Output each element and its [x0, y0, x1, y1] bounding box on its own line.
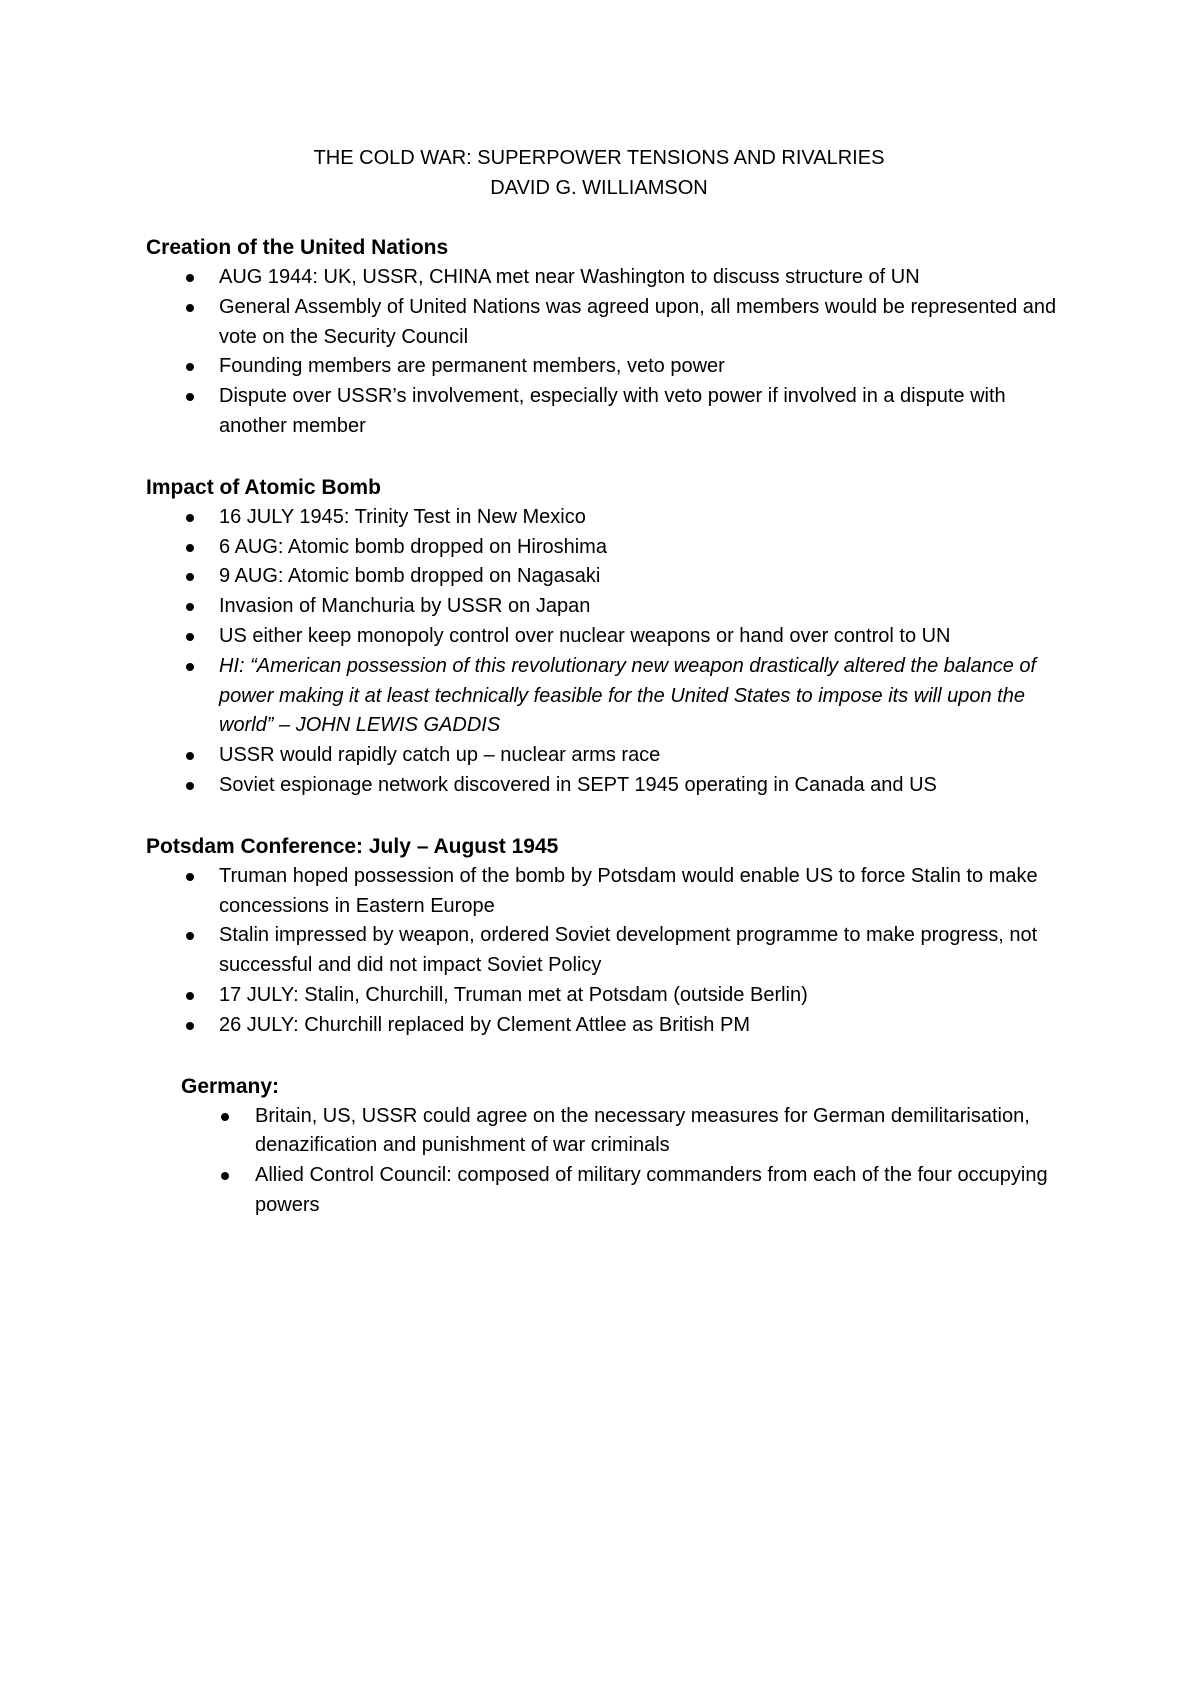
- section-heading-united-nations: Creation of the United Nations: [146, 236, 449, 259]
- list-item: Britain, US, USSR could agree on the necessary measures for German demilitarisation, denazification and punishment of war criminals: [146, 1102, 1066, 1162]
- section-heading-potsdam: Potsdam Conference: July – August 1945: [146, 834, 559, 858]
- bullet-list-potsdam: [146, 862, 1066, 1041]
- bullet-list-united-nations: [146, 263, 1066, 442]
- list-item: Soviet espionage network discovered in SEPT 1945 operating in Canada and US: [146, 771, 1066, 801]
- title-block: [132, 143, 1066, 203]
- list-item: Dispute over USSR’s involvement, especially with veto power if involved in a dispute with another member: [146, 382, 1066, 442]
- document-author: DAVID G. WILLIAMSON: [490, 177, 708, 199]
- document-title: THE COLD WAR: SUPERPOWER TENSIONS AND RIVALRIES: [313, 147, 885, 169]
- document-body: [146, 143, 1066, 1221]
- list-item: Invasion of Manchuria by USSR on Japan: [146, 592, 1066, 622]
- list-item: Founding members are permanent members, veto power: [146, 352, 1066, 382]
- list-item: US either keep monopoly control over nuclear weapons or hand over control to UN: [146, 622, 1066, 652]
- list-item: AUG 1944: UK, USSR, CHINA met near Washington to discuss structure of UN: [146, 263, 1066, 293]
- list-item: 6 AUG: Atomic bomb dropped on Hiroshima: [146, 533, 1066, 563]
- list-item: 17 JULY: Stalin, Churchill, Truman met at Potsdam (outside Berlin): [146, 981, 1066, 1011]
- list-item: 26 JULY: Churchill replaced by Clement Attlee as British PM: [146, 1011, 1066, 1041]
- list-item: Allied Control Council: composed of military commanders from each of the four occupying powers: [146, 1161, 1066, 1221]
- section-heading-germany: Germany:: [181, 1074, 280, 1098]
- section-heading-atomic-bomb: Impact of Atomic Bomb: [146, 475, 381, 499]
- list-item: USSR would rapidly catch up – nuclear arms race: [146, 741, 1066, 771]
- list-item: 9 AUG: Atomic bomb dropped on Nagasaki: [146, 562, 1066, 592]
- list-item: Truman hoped possession of the bomb by Potsdam would enable US to force Stalin to make concessions in Eastern Europe: [146, 862, 1066, 922]
- list-item: 16 JULY 1945: Trinity Test in New Mexico: [146, 503, 1066, 533]
- bullet-list-atomic-bomb: [146, 503, 1066, 801]
- list-item-quote: HI: “American possession of this revolutionary new weapon drastically altered the balance of power making it at least technically feasible for the United States to impose its will upon the world” – JOHN LEWIS GADDIS: [146, 652, 1066, 741]
- list-item: Stalin impressed by weapon, ordered Soviet development programme to make progress, not successful and did not impact Soviet Policy: [146, 921, 1066, 981]
- list-item: General Assembly of United Nations was agreed upon, all members would be represented and vote on the Security Council: [146, 293, 1066, 353]
- bullet-list-germany: [146, 1102, 1066, 1221]
